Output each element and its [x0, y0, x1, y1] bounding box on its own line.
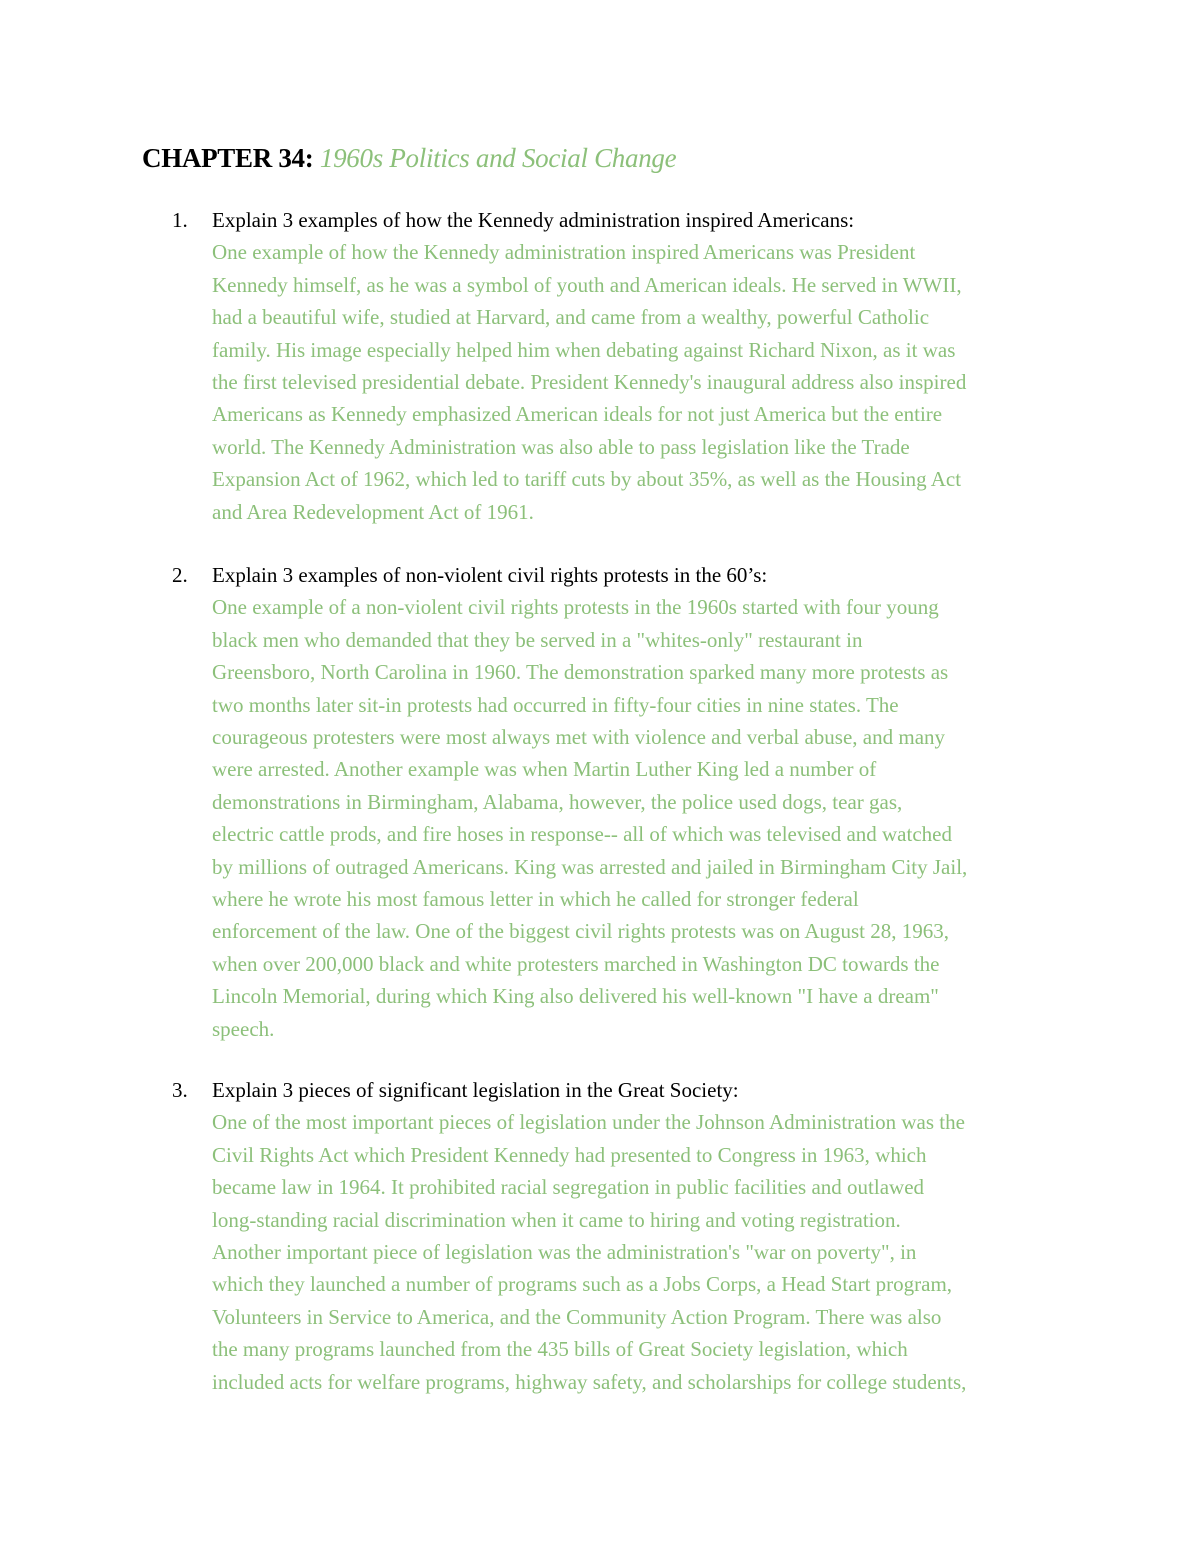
- question-number: 2.: [172, 563, 188, 587]
- answer-text: [212, 591, 1072, 1045]
- chapter-heading: [142, 140, 676, 176]
- answer-line: Greensboro, North Carolina in 1960. The demonstration sparked many more protests as: [212, 660, 949, 685]
- answer-line: electric cattle prods, and fire hoses in response-- all of which was televised and watched: [212, 822, 952, 847]
- answer-line: when over 200,000 black and white protesters marched in Washington DC towards the: [212, 951, 940, 976]
- answer-line: One example of a non-violent civil rights protests in the 1960s started with four young: [212, 595, 939, 620]
- answer-line: demonstrations in Birmingham, Alabama, however, the police used dogs, tear gas,: [212, 789, 903, 814]
- question-item: [172, 1074, 1072, 1398]
- question-item: [172, 204, 1072, 528]
- answer-line: the many programs launched from the 435 bills of Great Society legislation, which: [212, 1337, 908, 1362]
- answer-line: Another important piece of legislation was the administration's "war on poverty", in: [212, 1240, 917, 1265]
- answer-line: Lincoln Memorial, during which King also delivered his well-known "I have a dream": [212, 984, 939, 1009]
- question-prompt: Explain 3 examples of how the Kennedy administration inspired Americans:: [212, 208, 855, 232]
- answer-line: Americans as Kennedy emphasized American ideals for not just America but the entire: [212, 402, 943, 427]
- answer-line: courageous protesters were most always met with violence and verbal abuse, and many: [212, 725, 946, 750]
- answer-line: by millions of outraged Americans. King was arrested and jailed in Birmingham City Jail,: [212, 854, 968, 879]
- answer-line: two months later sit-in protests had occurred in fifty-four cities in nine states. The: [212, 692, 899, 717]
- answer-line: became law in 1964. It prohibited racial segregation in public facilities and outlawed: [212, 1175, 925, 1200]
- answer-line: enforcement of the law. One of the biggest civil rights protests was on August 28, 1963,: [212, 919, 949, 944]
- chapter-title: 1960s Politics and Social Change: [319, 143, 677, 173]
- answer-line: world. The Kennedy Administration was also able to pass legislation like the Trade: [212, 434, 910, 459]
- answer-line: the first televised presidential debate. President Kennedy's inaugural address also inspired: [212, 370, 967, 395]
- chapter-label: CHAPTER 34:: [142, 143, 314, 173]
- answer-line: included acts for welfare programs, highway safety, and scholarships for college students,: [212, 1369, 967, 1394]
- answer-line: One of the most important pieces of legislation under the Johnson Administration was the: [212, 1110, 965, 1135]
- answer-line: One example of how the Kennedy administration inspired Americans was President: [212, 240, 916, 265]
- answer-line: speech.: [212, 1016, 275, 1041]
- question-item: [172, 559, 1072, 1045]
- question-prompt: Explain 3 pieces of significant legislation in the Great Society:: [212, 1078, 739, 1102]
- answer-text: [212, 1106, 1072, 1398]
- question-number: 1.: [172, 208, 188, 232]
- answer-line: where he wrote his most famous letter in which he called for stronger federal: [212, 887, 859, 912]
- answer-line: Volunteers in Service to America, and the Community Action Program. There was also: [212, 1304, 942, 1329]
- answer-line: were arrested. Another example was when Martin Luther King led a number of: [212, 757, 877, 782]
- question-prompt: Explain 3 examples of non-violent civil rights protests in the 60’s:: [212, 563, 768, 587]
- answer-line: had a beautiful wife, studied at Harvard, and came from a wealthy, powerful Catholic: [212, 305, 930, 330]
- answer-line: Civil Rights Act which President Kennedy had presented to Congress in 1963, which: [212, 1142, 927, 1167]
- answer-line: Kennedy himself, as he was a symbol of youth and American ideals. He served in WWII,: [212, 272, 962, 297]
- answer-line: black men who demanded that they be served in a "whites-only" restaurant in: [212, 627, 863, 652]
- answer-line: Expansion Act of 1962, which led to tariff cuts by about 35%, as well as the Housing Act: [212, 467, 962, 492]
- answer-line: which they launched a number of programs such as a Jobs Corps, a Head Start program,: [212, 1272, 953, 1297]
- answer-line: long-standing racial discrimination when it came to hiring and voting registration.: [212, 1207, 901, 1232]
- answer-line: and Area Redevelopment Act of 1961.: [212, 499, 534, 524]
- answer-line: family. His image especially helped him when debating against Richard Nixon, as it was: [212, 337, 956, 362]
- answer-text: [212, 236, 1072, 528]
- question-number: 3.: [172, 1078, 188, 1102]
